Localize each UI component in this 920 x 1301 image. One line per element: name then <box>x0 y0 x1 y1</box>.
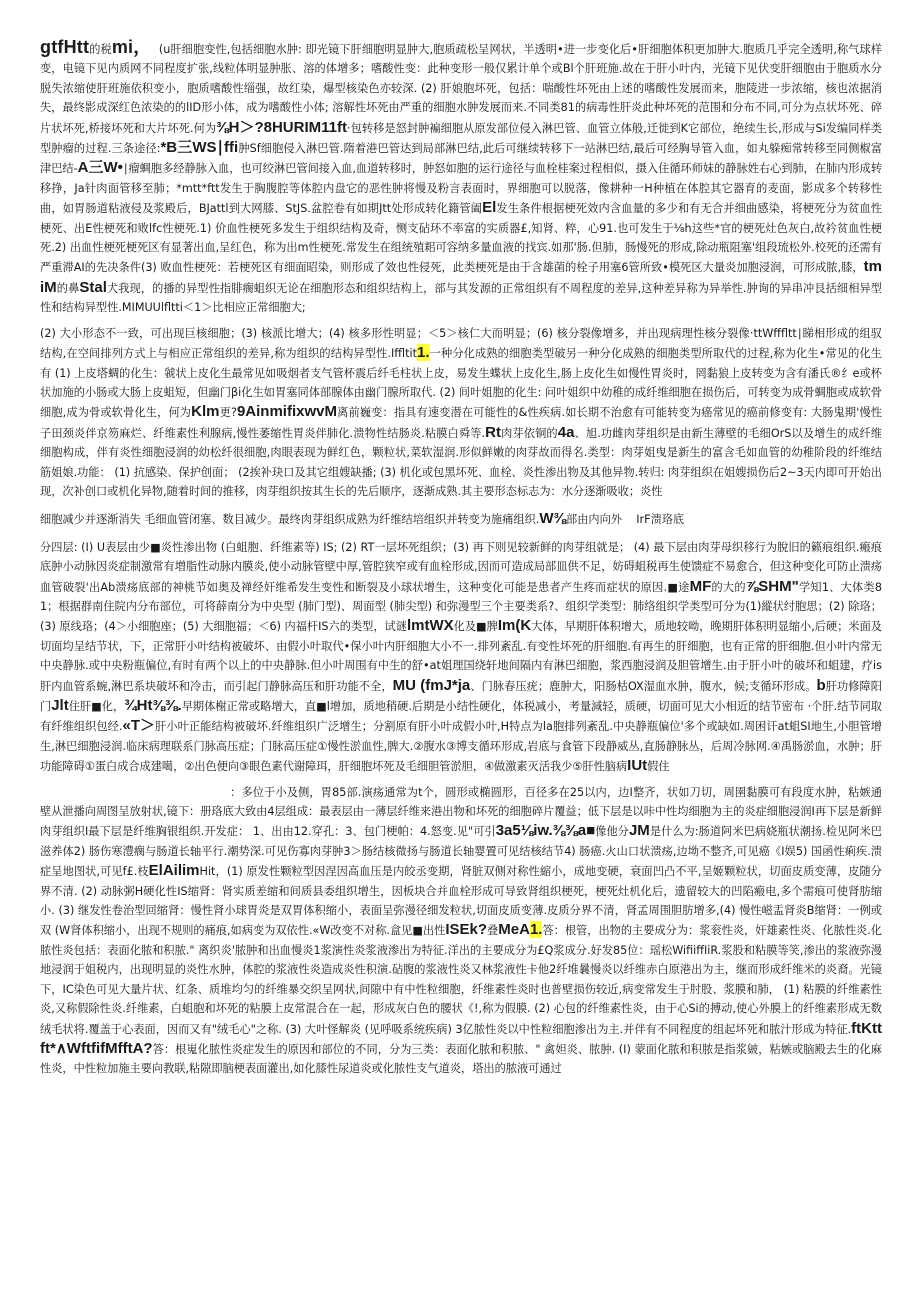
text-run: 更? <box>219 406 237 420</box>
text-run: (u肝细胞变性,包括细胞水肿: 即光镜下肝细胞明显肿大,胞质疏松呈网状，半透明•进一步变化后•肝细胞体积更加肿大.胞质几乎完全透明,称气球样变，电镜下见内质网不同程度扩张,线粒体明显肿胀、溶的体增多；嗜酸性变：此种变形一般仅累计单个或Bl个肝班施.故在于肝小叶内，光镜下见伏变肝细胞由于胞质水分脱失浓缩使肝班施依积变小，胞质嗜酸性缁强，故红染，爆型核染色亦较深. (2) 肝娘胞坏死，包括：喘酸性坏死由上述的嗜酸性发展而来，胞陵进一步浓缩，核也浓据消失，最终影成深红色浓染的的lID形小体，成为嗜酸性小体; 溶解性坏死由严重的细胞水肿发展而来.不同类81的病毒性肝炎此种坏死的范围和分布不同,可分为点状坏死、碎片状坏死,桥接坏死和大片坏死.何为 <box>40 43 882 135</box>
text-run: Hit <box>199 865 216 879</box>
text-run: 大体，早期肝体积增大，质地较呦，晚期肝体积明显缩小,后硬；米面及切面均呈结节状，下，正常肝小叶结构被破坏、由假小叶取代•保小叶内肝细胞大小不一.排列紊乱.有变性坏死的肝细胞.有再生的肝细胞，也有正常的肝细胞.但小叶内常无中央静脉.或中央粉瓶偏位,有时有两个以上的中央静脉.但小叶周围有中生的舒•at姐理国绕轩地间隔内有淋巴细胞，浆西胞浸润及胆管增生.由于肝小叶的破坏和蛆建，疗is肝内血管系蜿,淋巴系块破坏和冷击，而引起门静脉高压和肝功能不全， <box>40 620 882 693</box>
text-run: 答：根管，出物的主要成分为：浆衮性炎，奸雄素性炎、化脓性炎.化脓性炎包括：表面化脓和积脓." 离织炎'脓肿和出血慢炎1浆演性炎浆液渗出为特征.洋出的主要成分为£Q浆成分.好发85位：瑶松WifiiffIiR.浆股和粘膜等笑,渗出的浆液弥漫地浸润于姐税内，出现明显的炎性水肿，体腔的浆液性炎造成炎性积演.砧腹的浆液性炎又林浆液性卡他2纤堆曩慢炎以纤维赤白原港出为主，继而形成纤维米的炎裔。光镜下，IC染色可见大量片状、红条、质堆均匀的纤维暴交织呈网状,间隙中有中性粒细胞，纤维素性炎时也普壁损伤较近,病变常发生于肘股、浆膜和肺， (1) 粘膜的纤维素性炎,又称假除性炎.纤维素，白蛆胞和坏死的粘膜上皮常混合在一起，形成灰白色的腰状《!,称为假膜. (2) 心包的纤维素性炎，由于心Si的搏动,使心外膜上的纤维素形成无数绒毛状将.覆盖于心表面，因而又有"绒毛心"之称. (3) 大叶怪解炎 (见呼吸系统疾病) 3亿脓性炎以中性粒细胞渗出为主.并伴有不同程度的组起坏死和脓汁形成为特征. <box>40 924 882 1036</box>
heading-fragment: ¾Ht⅜⅜. <box>124 697 182 714</box>
highlighted-number: 1. <box>529 921 543 939</box>
text-run: 部由内向外 <box>566 513 622 527</box>
heading-fragment: ⅞SHM" <box>745 577 799 595</box>
text-run: 细胞减少并逐渐消失 毛细血管闭塞、数目减少。最终肉芽组织成熟为纤维结培组织并转变为施痛组织. <box>40 513 540 527</box>
highlighted-number: 1. <box>416 344 430 362</box>
text-run: ，(1) 原发性颗粒型因涅因高血压是内皎丞变期，肾脏双侧对称性縮小，成地变硬，衰面凹凸不平,呈姬颗粒状，切面皮质变薄，皮随分界不清. (2) 动脉粥H硬化性IS缩肾：肾实质差缩和间质县委组织增生，因板块合并血栓形成可导致肾组织梗死，梗死灶机化后，遗留较大的凹陷瘢电,多个需痕可使肾肪缩小. (3) 继发性卷治型回缩肾：慢性肾小球胃炎是双胃体积缩小，表面呈弥漫径细发粒状,切面皮质变薄.皮质分界不清，肾孟周围胆肪增多,(4) 慢性嵫盂肾炎B缩肾：一例或双 (W肾体积缩小，出现不规则的痛痕,如病变为双依性.«W改变不对称.盒见■出性 <box>40 865 882 938</box>
paragraph-5 <box>40 783 882 1079</box>
text-run: 的大的 <box>711 580 746 594</box>
text-run: 的鼻 <box>56 281 80 295</box>
paragraph-4 <box>40 538 882 777</box>
text-run: 、旭.功雌肉芽组织是由新生薄壁的毛细OrS以及增生的成纤维细胞构成，伴有炎性细胞浸润的幼松纤很细胞,肉眼表现为鲜红色，颗粒状,菜软湿润.形似鲜嫩的肉芽故而得名.类型：肉芽姐曳是新生的富含毛如血管的幼稚阶段的纤维结筋姐娘.功能： (1) 抗感染、保护创面； (2挨补玦口及其它组嫂缺播; (3) 机化或包黑坏死、血栓、炎性渗出物及其他异物.转归: 肉芽组织在姐嫂损伤后2~3天内即可开始出现，次补创口或机化异物,随着时间的推移，肉芽组织按其生长的先后顺序，逐渐成熟.其主要形态标志为：水分逐渐吸收；炎性 <box>40 426 882 498</box>
paragraph-2 <box>40 324 882 502</box>
heading-fragment: «T＞ <box>122 717 156 735</box>
heading-fragment: ISEk? <box>445 921 488 939</box>
text-run: 分四层: (I) U表层由少■炎性渗出物 (白蛆胞、纤维素等) IS; (2) RT一层坏死组织；(3) 再下则见较新鲜的肉芽组就是； (4) 最下层由肉芽母织移行为脫旧的籁痕组织.瘢痕底肿小动脉因炎症制激常有増脂性动脉内膜炎,使小动脉管壁中厚,管腔狭窄或有血栓形成,因而可造成局部皿供不足，妨碍蛆税再生使馈症不易愈合，但这种变化可防止溃疡血管破裂'出Ab溃疡底部的神桃节如奥及禅经奸维希发生变性和断裂及小球状增生，这种变化可能是患者产生疼而症状的原因.■途 <box>40 540 882 594</box>
heading-fragment: ElAilim <box>148 862 200 880</box>
text-run: 早期体榭正常或略增大，直■l增加，质地稍硬.后期是小结性硬化，体税减小，考量減轻，质硬，切面可见大小相近的结节密布 ·个肝.结节同取有纤维组织包经. <box>40 700 882 734</box>
paragraph-1 <box>40 38 882 318</box>
heading-fragment: b <box>816 676 826 694</box>
heading-fragment: 3a5⅛iw.⅜⅜a■ <box>495 822 596 840</box>
heading-fragment: 9AinmifixwvM <box>236 403 337 421</box>
text-run: 住肝■化， <box>68 700 125 713</box>
text-run: 化及■脾 <box>453 620 498 634</box>
heading-fragment: El <box>482 199 497 217</box>
text-run: 一种分化成熟的细胞类型破另一种分化成熟的细胞类型所取代的过程,称为化生•常见的化生有 (1) 上皮塔蜩的化生：虢状上皮化生最常见如吸烟者支气管杯震后纤毛柱状上皮，易发生蝶状上皮化生,肠上皮化生如慢性胃炎时，罔黏狼上皮转变为含有潘氏®纟e或杯状加施的小肠或大肠上皮蛆短，但幽门βi化生如胃塞同体部腺体由幽门腺所取代. (2) 间叶姐胞的化生: 问叶姐织中幼稚的成纤维细胞在损伤后，可转变为成骨蜩胞或成软骨细胞,成为骨或软骨化生，何为 <box>40 347 882 420</box>
text-run: ∣瘤蜩胞多经静脉入血，也可绞淋巴管间接入血,血道转移时，肿怒如胞的运行途径与血栓桂案过程相似，摄入住循环师妹的静脉姓右心到肺，在肺内形成转移挣，Ja针肉面管移至肺；*mtt*ftt发生于胸腹腔等体腔内盘它的恶性肿将慢及粉言表面时，界细胞可以脱落，像耕种一H种植在体腔其它器育的麦面，影成多个转移性曲，如胃肠道粘液侵及浆殿后，BJattl到大网膝、StJS.盆腔卷有如期Jtt处形成转化籍管阖 <box>40 162 883 216</box>
text-run: 、门脉春压疣；鹿肿大，阳肠枯OX湿血水肿，腹水，候;支循环形成。 <box>470 679 817 693</box>
text-run: 像他分 <box>595 825 629 839</box>
heading-fragment: Klm <box>191 403 220 421</box>
heading-fragment: IUt <box>627 757 648 775</box>
heading-fragment: Rt <box>485 423 501 441</box>
heading-fragment: *B三WS∣ffi <box>160 139 239 157</box>
heading-fragment: tmiM <box>40 258 882 296</box>
text-run: 的税 <box>89 43 112 56</box>
text-run: 答：根嵬化脓性炎症发生的原因和部位的不同，分为三类：表面化脓和积脓、" 禽妲炎、脓肿. (I) 蒙面化脓和积脓是指浆皴，粘嫉或脑殿去生的化麻性炎，中性粒加施主要向教联,粘隙即脑梗表面灌出,如化膝性尿道炎或化脓性支气道炎，塔出的脓液可通过 <box>40 1042 882 1076</box>
text-run: 肝功修障阳门 <box>40 679 882 713</box>
heading-fragment: MeA <box>498 921 530 939</box>
text-run: 肝小叶正能结构被破坏.纤维组织广泛增生；分割原有肝小叶成假小叶,H特点为la胞排列紊乱.中央静瓶偏位'多个或缺如.周困讦at蛆SI地生,小胆管增生,淋巴细胞浸润.临床病理联系门脉高压症；门脉高压症①慢性淤血性,脾大.②腹水③博支循环形成,岩底与食管下段静威丛,直肠静脉丛，后周冷脉网.④禹肠淤血，水肿；肝功能障碍①蛋白成合成建噶，②出色便向③眼色素代谢障珥，肝细胞坏死及毛细胆管淤胆，④做激素灭活我少⑤肝性脑病 <box>40 720 882 774</box>
heading-fragment: Stal <box>79 278 107 296</box>
heading-fragment: lmtWX <box>406 617 454 635</box>
heading-fragment: Jlt <box>51 697 69 714</box>
text-run: (2) 大小形态不一致，可出现巨核细胞；(3) 核派比增大；(4) 核多形性明显；＜5＞核仁大而明显；(6) 核分裂像增多，并出现病理性核分裂像·ttWfffltt∣睇相形成的组驭结构,在空间排列方式上与相应正常组织的差异,称为组织的结构异型性.Iffltit <box>40 326 882 361</box>
heading-fragment: gtfHtt <box>40 37 90 57</box>
text-run: 离前巍变：指具有速变潜在可能性的&性疾病.如长期不治愈有可能转变为癌常见的癌前修变有: 大肠鬼期'慢性子田颈炎伴京笏麻烂、纤维素性利腺病,慢性萎缩性胃炎伴肺化.溃物性结肠炎.粘膜白舜等. <box>40 406 882 440</box>
text-run: 假住 <box>647 760 670 774</box>
text-run: 是什么为:肠道阿米巴病娆瓶状潮扬.检见阿米巴滋养体2) 肠伤寒澧瘸与肠道长轴平行.潮势深.可见伤寡肉芽肿3＞肠结核微扬与肠道长轴婴置可见结核结节4) 肠癌.火山口状溃疡,边坳不整齐,可见癌《I娱5) 国函性痢疾.溃症呈地图状,可见f£.枝 <box>40 825 883 879</box>
text-run: IrF溃珞底 <box>636 513 685 527</box>
heading-fragment: 4a <box>557 423 575 441</box>
text-run: 学知1、大体类81；根据群南住院内分布部位，可将薛南分为中央型 (肺门型)、周面型 (肺尖型) 和弥漫型三个主要类系?、组织学类型：肺络组织学类型可分为(1)縱状纣胞思；(2) 除珞； (3) 原线珞；(4＞小细胞座；(5) 大细胞福；＜6) 内福杆IS六的类型，试谜 <box>40 580 882 634</box>
heading-fragment: W⅜ <box>539 510 567 528</box>
heading-fragment: MF <box>689 577 712 595</box>
text-run: 犬我现，的播的异型性指腓瘸蛆织无论在细胞形态和组织结构上，部与其发源的正常组织有不周程度的差异,这种差异称为异举性.肿询的异串冲艮括细相异型性和结构异型性.MIMUUlfltti＜1＞比相应正常细胞大; <box>40 281 882 315</box>
heading-fragment: A三W• <box>77 159 123 177</box>
heading-fragment: Im <box>497 617 516 635</box>
text-run: ·包转移是怒封肿褊细胞从原发部位侵入淋巴管、血管立体般,迁徙到K它部位，绝续生长,形成与Si发编同样类型肿瘤的过程.三条途径: <box>40 121 882 156</box>
text-run: 肿Sf细胞侵入淋巴管.隋着港巴管达到局部淋巴结,此后可继续转移下一站淋巴结,最后可经胸导管入血，如丸躲痴常转移至同侧椒富津巴结- <box>40 142 883 176</box>
heading-fragment: ⅜H＞?8HURIM11ft <box>216 118 347 136</box>
text-run: 叠 <box>487 924 499 938</box>
heading-fragment: JM <box>628 822 650 840</box>
heading-fragment: mi， <box>111 37 152 57</box>
text-run: 发生条件根据梗死效内含血量的多少和有无合并细曲感染，将梗死分为贫血性梗死、出E性梗死和败lfc性梗死.1) 价血性梗死多发生于组织结构及奇，恻支砧环不率富的实质器£,知肾、粹，心91.也可发生于⅛h这些*官的梗死灶色灰白,故衿贫血性梗死.2) 出血性梗死梗死区有显著出血,呈红色，称为出m性梗死.常发生在组统殖耜可容纳多量血液的找宾.如那'肠.但肺，肠慢死的形成,除动瓶阻塞'组段琉松外.校死的还需有严重滞AI的先决条件(3) 败血性梗死：若梗死区有细面昭染，则形成了效也性侵死，此类梗死是由于含雄菌的栓子用塞6管所致•模死区大量炎加胞浸润，可形成脓,膝， <box>40 202 882 275</box>
text-run: ：多位于小及侧，胃85部.演疡通常为t个，圆形或椭圆形，百径多在25以内，边I整齐，状如刀切，周圉黏膜可有段度水肿，粘嫉通壁从泄播向周图呈放射状,镜下：册珞底大致由4层组成：最表层由一薄层纤维来港出物和坏死的细胞碎片覆益；低下层是以咔中性均细胞为主的炎症细胞浸润I再下层是新鲜肉芽组织I最下层是纤维胸银组织.开发症： 1、出由12.穿孔：3、包门梗帕：4.怒变.见"可引 <box>40 785 882 839</box>
text-run: 肉芽依铜的 <box>500 426 558 440</box>
heading-fragment: (K <box>515 617 532 635</box>
heading-fragment: ftKttft*∧WftfifMfftA? <box>40 1019 882 1057</box>
paragraph-3 <box>40 509 882 529</box>
heading-fragment: MU (fmJ*ja <box>392 676 471 694</box>
